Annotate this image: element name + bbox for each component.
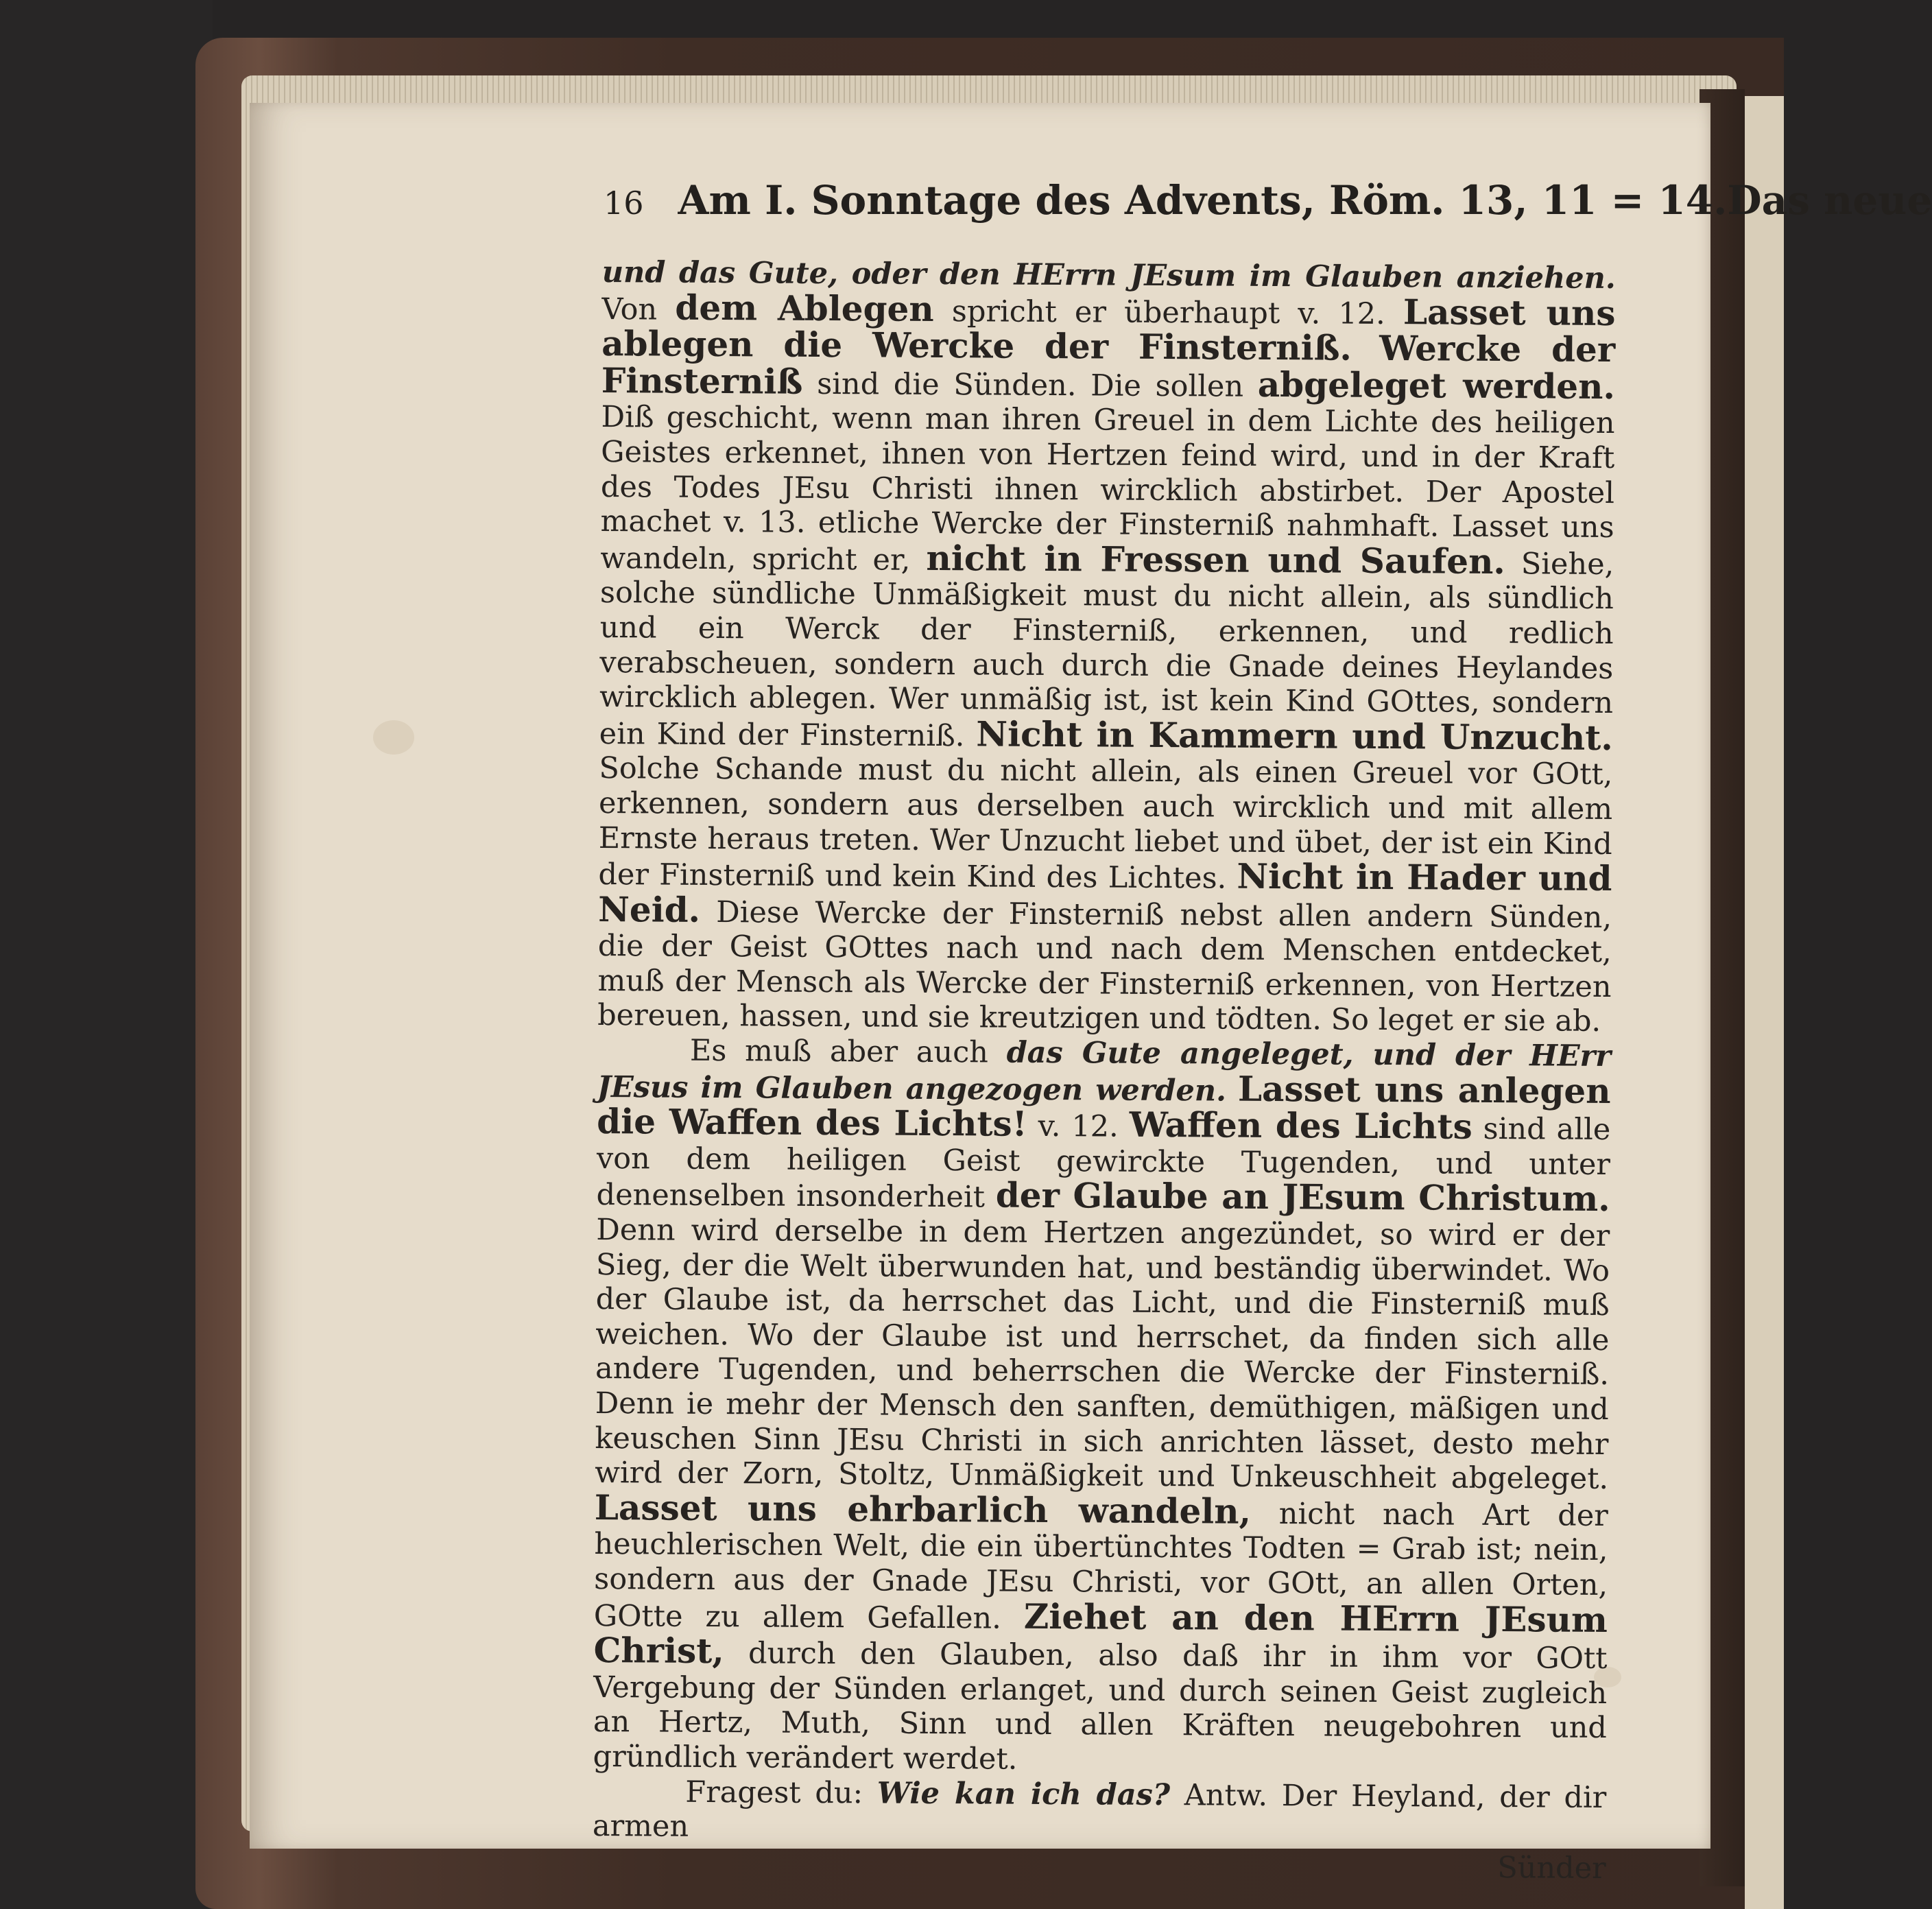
- text-segment: Siehe, solche sündliche Unmäßigkeit must du nicht allein, als sündlich und ein Werck der Finsterniß, erkennen, und redlich verabscheuen, sondern auch durch die Gnade deines Heylandes wircklich ablegen. Wer unmäßig ist, ist kein Kind GOttes, sondern ein Kind der Finsterniß.: [599, 546, 1614, 754]
- text-segment: der Glaube an JEsum Christum.: [995, 1174, 1610, 1220]
- header-catchword: Das neue: [1727, 177, 1932, 224]
- paragraph: [597, 255, 1616, 1039]
- text-segment: sind alle von dem heiligen Geist gewirckte Tugenden, und unter denenselben insonderheit: [596, 1112, 1611, 1215]
- text-segment: spricht er überhaupt v. 12.: [933, 294, 1404, 331]
- text-segment: Wie kan ich das?: [876, 1776, 1171, 1812]
- text-segment: Fragest du:: [685, 1775, 877, 1811]
- paragraph: [593, 1033, 1611, 1780]
- text-segment: Nicht in Hader und Neid.: [597, 855, 1612, 930]
- text-segment: Wercke der Finsterniß: [601, 328, 1616, 402]
- text-segment: Antw. Der Heyland, der dir armen: [592, 1777, 1607, 1844]
- text-segment: [1226, 1074, 1238, 1108]
- text-segment: Waffen des Lichts: [1129, 1104, 1472, 1148]
- text-segment: v. 12.: [1027, 1109, 1130, 1144]
- text-segment: [1352, 333, 1379, 368]
- text-segment: Von: [601, 292, 676, 327]
- text-segment: Lasset uns ehrbarlich wandeln,: [594, 1486, 1252, 1532]
- header-title: Am I. Sonntage des Advents, Röm. 13, 11 = 14.: [678, 177, 1728, 224]
- text-segment: Es muß aber auch: [689, 1033, 1007, 1070]
- text-segment: nicht in Fressen und Saufen.: [926, 537, 1506, 582]
- text-segment: nicht nach Art der heuchlerischen Welt, die ein übertünchtes Todten = Grab ist; nein, sondern aus der Gnade JEsu Christi, vor GOtt, an allen Orten, GOtte zu allem Gefallen.: [593, 1496, 1608, 1636]
- text-segment: Lasset uns ablegen die Wercke der Finsterniß.: [601, 291, 1616, 368]
- text-segment: das Gute angeleget, und der HErr JEsus im Glauben angezogen werden.: [597, 1035, 1612, 1108]
- text-segment: Ziehet an den HErrn JEsum Christ,: [593, 1596, 1608, 1672]
- background-dark: [0, 0, 213, 1909]
- facing-page-edge: [1745, 96, 1784, 1909]
- text-segment: und das Gute, oder den HErrn JEsum im Glauben anziehen.: [601, 255, 1616, 296]
- page-number: 16: [604, 185, 644, 222]
- text-segment: Lasset uns anlegen die Waffen des Lichts!: [597, 1068, 1611, 1145]
- text-segment: abgeleget werden.: [1257, 364, 1616, 407]
- text-segment: durch den Glauben, also daß ihr in ihm vor GOtt Vergebung der Sünden erlanget, und durch seinen Geist zugleich an Hertz, Muth, Sinn und allen Kräften neugebohren und gründlich verändert werdet.: [593, 1636, 1608, 1777]
- text-segment: Nicht in Kammern und Unzucht.: [976, 713, 1613, 758]
- foxing-spot: [373, 720, 414, 755]
- text-segment: Denn wird derselbe in dem Hertzen angezündet, so wird er der Sieg, der die Welt überwunden hat, und beständig überwindet. Wo der Glaube ist, da herrschet das Licht, und die Finsterniß muß weichen. Wo der Glaube ist und herrschet, da finden sich alle andere Tugenden, und beherrschen die Wercke der Finsterniß. Denn ie mehr der Mensch den sanften, demüthigen, mäßigen und keuschen Sinn JEsu Christi in sich anrichten lässet, desto mehr wird der Zorn, Stoltz, Unmäßigkeit und Unkeuschheit abgeleget.: [595, 1213, 1610, 1497]
- catchword-bottom: Sünder: [1497, 1850, 1606, 1886]
- text-segment: sind die Sünden. Die sollen: [802, 366, 1259, 404]
- paragraph: [593, 1774, 1607, 1849]
- running-header: [604, 177, 1932, 224]
- text-segment: Diese Wercke der Finsterniß nebst allen andern Sünden, die der Geist GOttes nach und nach dem Menschen entdecket, muß der Mensch als Wercke der Finsterniß erkennen, von Hertzen bereuen, hassen, und sie kreutzigen und tödten. So leget er sie ab.: [597, 894, 1612, 1039]
- text-segment: dem Ablegen: [675, 287, 934, 329]
- text-segment: Solche Schande must du nicht allein, als einen Greuel vor GOtt, erkennen, sondern aus derselben auch wircklich und mit allem Ernste heraus treten. Wer Unzucht liebet und übet, der ist ein Kind der Finsterniß und kein Kind des Lichtes.: [598, 751, 1613, 896]
- text-segment: Diß geschicht, wenn man ihren Greuel in dem Lichte des heiligen Geistes erkennet, ihnen von Hertzen feind wird, und in der Kraft des Todes JEsu Christi ihnen wircklich abstirbet. Der Apostel machet v. 13. etliche Wercke der Finsterniß nahmhaft. Lasset uns wandeln, spricht er,: [600, 400, 1615, 578]
- body-text: [593, 255, 1616, 1886]
